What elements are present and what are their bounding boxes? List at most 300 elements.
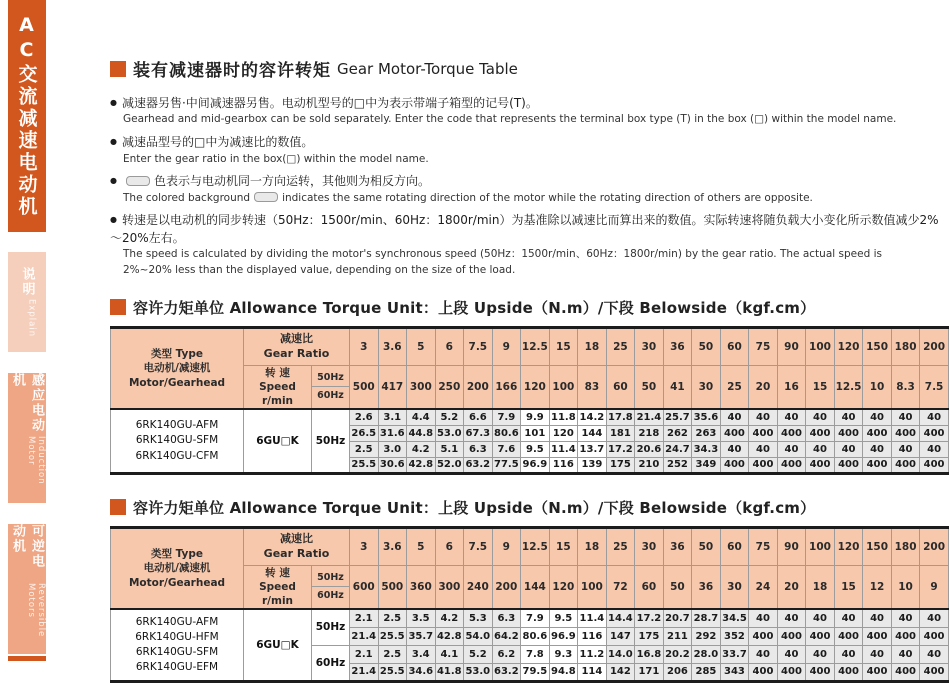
speed-value-cell: 20 [777, 565, 806, 609]
torque-value-cell: 17.2 [635, 609, 664, 627]
frequency-header [312, 365, 350, 409]
ratio-header-cell: 3.6 [378, 327, 407, 365]
ratio-header-cell: 5 [407, 327, 436, 365]
motor-gearhead-header [111, 527, 244, 609]
motor-models-cell [111, 409, 244, 473]
speed-label-header [244, 565, 312, 609]
torque-value-cell: 96.9 [549, 627, 578, 645]
torque-value-cell: 400 [863, 627, 892, 645]
section-title-1-text: 容许力矩单位 Allowance Torque Unit：上段 Upside（N.m）/下段 Belowside（kgf.cm） [133, 298, 816, 317]
torque-value-cell: 144 [578, 425, 607, 441]
torque-value-cell: 400 [806, 457, 835, 473]
sidebar-item-explain-zh: 说明 [19, 266, 35, 297]
torque-value-cell: 5.2 [464, 645, 493, 663]
torque-value-cell: 9.9 [521, 409, 550, 425]
speed-value-cell: 100 [549, 365, 578, 409]
torque-value-cell: 5.2 [435, 409, 464, 425]
torque-value-cell: 34.6 [407, 663, 436, 681]
note-en: Gearhead and mid-gearbox can be sold separately. Enter the code that represents the terminal box type (T) in the box (□) within the model name. [123, 113, 897, 126]
ratio-header-cell: 30 [635, 527, 664, 565]
sidebar-item-reversible-motors[interactable] [8, 524, 46, 654]
note-zh [110, 212, 948, 247]
speed-value-cell: 7.5 [920, 365, 949, 409]
ratio-header-cell: 50 [692, 527, 721, 565]
torque-value-cell: 120 [549, 425, 578, 441]
speed-value-cell: 300 [435, 565, 464, 609]
torque-value-cell: 101 [521, 425, 550, 441]
sidebar-item-induction-motor[interactable] [8, 373, 46, 503]
header-line: 转 速 [265, 366, 290, 379]
header-line: Gear Ratio [263, 346, 330, 360]
torque-value-cell: 40 [863, 645, 892, 663]
torque-value-cell: 30.6 [378, 457, 407, 473]
torque-value-cell: 175 [606, 457, 635, 473]
torque-value-cell: 400 [806, 627, 835, 645]
speed-value-cell: 18 [806, 565, 835, 609]
torque-value-cell: 400 [863, 425, 892, 441]
torque-value-cell: 40 [920, 645, 949, 663]
torque-value-cell: 400 [720, 425, 749, 441]
note-zh [110, 173, 948, 190]
torque-value-cell: 400 [777, 457, 806, 473]
gear-ratio-header [244, 327, 350, 365]
torque-value-cell: 96.9 [521, 457, 550, 473]
torque-value-cell: 21.4 [635, 409, 664, 425]
ratio-header-cell: 12.5 [521, 527, 550, 565]
freq-50hz-label: 50Hz [312, 568, 349, 587]
ratio-header-cell: 180 [891, 327, 920, 365]
torque-value-cell: 400 [863, 457, 892, 473]
torque-value-cell: 42.8 [407, 457, 436, 473]
torque-value-cell: 40 [806, 409, 835, 425]
torque-value-cell: 352 [720, 627, 749, 645]
note-zh [110, 95, 948, 112]
note-3 [110, 173, 948, 206]
torque-value-cell: 400 [777, 627, 806, 645]
ratio-header-cell: 25 [606, 527, 635, 565]
header-line: Motor/Gearhead [128, 376, 226, 389]
ratio-header-cell: 5 [407, 527, 436, 565]
torque-value-cell: 21.4 [350, 663, 379, 681]
motor-model: 6RK140GU-HFM [135, 630, 219, 643]
torque-value-cell: 20.2 [663, 645, 692, 663]
torque-value-cell: 53.0 [435, 425, 464, 441]
torque-value-cell: 400 [863, 663, 892, 681]
torque-value-cell: 262 [663, 425, 692, 441]
torque-value-cell: 14.2 [578, 409, 607, 425]
torque-value-cell: 40 [891, 609, 920, 627]
note-zh-text: 色表示与电动机同一方向运转，其他则为相反方向。 [153, 174, 430, 189]
torque-value-cell: 40 [863, 609, 892, 627]
torque-value-cell: 40 [749, 609, 778, 627]
torque-value-cell: 211 [663, 627, 692, 645]
table-header-row-1 [111, 327, 949, 365]
torque-value-cell: 4.4 [407, 409, 436, 425]
torque-value-cell: 40 [777, 441, 806, 457]
speed-value-cell: 83 [578, 365, 607, 409]
header-line: 类型 Type [150, 548, 204, 561]
frequency-header [312, 565, 350, 609]
color-swatch-icon [126, 176, 150, 186]
note-en: The speed is calculated by dividing the motor's synchronous speed (50Hz：1500r/min、60Hz：1800r/min) by the gear ratio. The actual speed is 2%~20% less than the displayed value, depending on the size of the load. [123, 248, 882, 276]
torque-value-cell: 40 [891, 409, 920, 425]
ratio-header-cell: 12.5 [521, 327, 550, 365]
torque-value-cell: 40 [891, 645, 920, 663]
motor-model: 6RK140GU-AFM [135, 615, 219, 628]
speed-value-cell: 16 [777, 365, 806, 409]
ratio-header-cell: 100 [806, 527, 835, 565]
sidebar-item-induction-en: Induction Motor [26, 436, 46, 485]
ratio-header-cell: 30 [635, 327, 664, 365]
ratio-header-cell: 7.5 [464, 327, 493, 365]
motor-model: 6RK140GU-CFM [135, 449, 219, 462]
ratio-header-cell: 3.6 [378, 527, 407, 565]
torque-value-cell: 16.8 [635, 645, 664, 663]
speed-value-cell: 120 [521, 365, 550, 409]
torque-value-cell: 9.5 [549, 609, 578, 627]
torque-value-cell: 285 [692, 663, 721, 681]
speed-value-cell: 25 [720, 365, 749, 409]
speed-value-cell: 24 [749, 565, 778, 609]
note-1 [110, 95, 948, 128]
speed-value-cell: 60 [635, 565, 664, 609]
torque-value-cell: 33.7 [720, 645, 749, 663]
torque-value-cell: 4.1 [435, 645, 464, 663]
speed-value-cell: 300 [407, 365, 436, 409]
speed-value-cell: 200 [464, 365, 493, 409]
note-zh-text: 减速品型号的□中为减速比的数值。 [121, 135, 314, 150]
torque-value-cell: 400 [749, 457, 778, 473]
sidebar-tab-ac-gear-motors[interactable] [8, 0, 46, 232]
torque-value-cell: 63.2 [492, 663, 521, 681]
table-body-row [111, 409, 949, 425]
speed-value-cell: 30 [692, 365, 721, 409]
speed-value-cell: 12 [863, 565, 892, 609]
ratio-header-cell: 18 [578, 527, 607, 565]
torque-value-cell: 54.0 [464, 627, 493, 645]
torque-value-cell: 21.4 [350, 627, 379, 645]
header-line: 减速比 [280, 532, 313, 546]
motor-model: 6RK140GU-SFM [135, 645, 219, 658]
torque-value-cell: 63.2 [464, 457, 493, 473]
note-2 [110, 134, 948, 167]
torque-value-cell: 14.4 [606, 609, 635, 627]
sidebar-item-reversible-zh: 可逆电动机 [10, 524, 44, 569]
torque-value-cell: 40 [749, 441, 778, 457]
speed-value-cell: 250 [435, 365, 464, 409]
torque-value-cell: 80.6 [492, 425, 521, 441]
note-en-post: indicates the same rotating direction of the motor while the rotating direction of others are opposite. [282, 191, 813, 204]
torque-value-cell: 252 [663, 457, 692, 473]
ratio-header-cell: 7.5 [464, 527, 493, 565]
torque-value-cell: 42.8 [435, 627, 464, 645]
torque-value-cell: 175 [635, 627, 664, 645]
speed-value-cell: 50 [635, 365, 664, 409]
ratio-header-cell: 3 [350, 527, 379, 565]
torque-value-cell: 7.6 [492, 441, 521, 457]
torque-value-cell: 6.3 [464, 441, 493, 457]
torque-value-cell: 7.9 [521, 609, 550, 627]
ratio-header-cell: 36 [663, 527, 692, 565]
torque-value-cell: 40 [920, 441, 949, 457]
torque-value-cell: 28.7 [692, 609, 721, 627]
motor-model: 6RK140GU-AFM [135, 419, 219, 432]
torque-value-cell: 64.2 [492, 627, 521, 645]
torque-value-cell: 40 [834, 441, 863, 457]
ratio-header-cell: 15 [549, 327, 578, 365]
freq-60hz-label: 60Hz [317, 590, 344, 602]
torque-value-cell: 40 [806, 609, 835, 627]
torque-value-cell: 20.6 [635, 441, 664, 457]
torque-value-cell: 40 [749, 409, 778, 425]
motor-model: 6RK140GU-EFM [135, 661, 219, 674]
torque-value-cell: 11.8 [549, 409, 578, 425]
motor-gearhead-header [111, 327, 244, 409]
speed-value-cell: 417 [378, 365, 407, 409]
note-en: Enter the gear ratio in the box(□) within the model name. [123, 152, 429, 165]
torque-value-cell: 40 [834, 409, 863, 425]
speed-value-cell: 10 [863, 365, 892, 409]
torque-value-cell: 94.8 [549, 663, 578, 681]
torque-value-cell: 40 [720, 441, 749, 457]
torque-value-cell: 28.0 [692, 645, 721, 663]
speed-value-cell: 72 [606, 565, 635, 609]
table-body-row [111, 609, 949, 627]
torque-value-cell: 79.5 [521, 663, 550, 681]
torque-value-cell: 400 [891, 627, 920, 645]
torque-value-cell: 400 [920, 663, 949, 681]
ratio-header-cell: 9 [492, 327, 521, 365]
torque-value-cell: 400 [834, 663, 863, 681]
ratio-header-cell: 120 [834, 327, 863, 365]
frequency-cell: 60Hz [312, 645, 350, 681]
bullet-icon: ● [110, 137, 117, 147]
torque-value-cell: 40 [863, 409, 892, 425]
color-swatch-icon [254, 192, 278, 202]
page-title-en: Gear Motor-Torque Table [337, 59, 518, 78]
header-line: 减速比 [280, 332, 313, 346]
torque-value-cell: 400 [749, 663, 778, 681]
sidebar-next-section-partial [8, 656, 46, 661]
sidebar-item-explain[interactable] [8, 252, 46, 352]
table-header-row-1 [111, 527, 949, 565]
motor-models-cell [111, 609, 244, 681]
torque-value-cell: 40 [920, 609, 949, 627]
torque-value-cell: 400 [720, 457, 749, 473]
ratio-header-cell: 200 [920, 527, 949, 565]
page-title-zh: 装有减速器时的容许转矩 [133, 61, 331, 81]
speed-value-cell: 166 [492, 365, 521, 409]
header-line: 类型 Type [150, 348, 204, 361]
torque-value-cell: 11.2 [578, 645, 607, 663]
torque-value-cell: 52.0 [435, 457, 464, 473]
ratio-header-cell: 60 [720, 327, 749, 365]
torque-value-cell: 2.5 [350, 441, 379, 457]
section-square-icon [110, 299, 126, 315]
torque-value-cell: 11.4 [549, 441, 578, 457]
speed-value-cell: 200 [492, 565, 521, 609]
torque-table-1 [110, 326, 949, 475]
torque-value-cell: 35.7 [407, 627, 436, 645]
torque-value-cell: 349 [692, 457, 721, 473]
torque-value-cell: 210 [635, 457, 664, 473]
freq-60hz-label: 60Hz [317, 390, 344, 402]
torque-value-cell: 171 [635, 663, 664, 681]
frequency-cell: 50Hz [312, 609, 350, 645]
note-zh-text: 减速器另售·中间减速器另售。电动机型号的□中为表示带端子箱型的记号(T)。 [121, 96, 538, 110]
torque-value-cell: 40 [834, 645, 863, 663]
torque-value-cell: 2.1 [350, 645, 379, 663]
torque-value-cell: 6.2 [492, 645, 521, 663]
torque-value-cell: 4.2 [407, 441, 436, 457]
title-square-icon [110, 61, 126, 77]
speed-value-cell: 9 [920, 565, 949, 609]
torque-value-cell: 41.8 [435, 663, 464, 681]
gearhead-model-cell: 6GU□K [244, 409, 312, 473]
note-zh-text: 转速是以电动机的同步转速（50Hz：1500r/min、60Hz：1800r/min）为基准除以减速比而算出来的数值。实际转速将随负载大小变化所示数值减少2%～20%左右。 [110, 213, 939, 245]
speed-value-cell: 12.5 [834, 365, 863, 409]
speed-value-cell: 240 [464, 565, 493, 609]
torque-value-cell: 6.6 [464, 409, 493, 425]
sidebar-item-explain-en: Explain [26, 298, 37, 338]
ratio-header-cell: 100 [806, 327, 835, 365]
speed-value-cell: 360 [407, 565, 436, 609]
ratio-header-cell: 75 [749, 527, 778, 565]
gearhead-model-cell: 6GU□K [244, 609, 312, 681]
torque-value-cell: 40 [834, 609, 863, 627]
speed-value-cell: 30 [720, 565, 749, 609]
note-4 [110, 212, 948, 278]
torque-value-cell: 116 [578, 627, 607, 645]
torque-value-cell: 400 [806, 663, 835, 681]
speed-value-cell: 36 [692, 565, 721, 609]
torque-value-cell: 3.1 [378, 409, 407, 425]
ratio-header-cell: 18 [578, 327, 607, 365]
speed-value-cell: 8.3 [891, 365, 920, 409]
section-title-2 [110, 497, 948, 518]
torque-value-cell: 400 [777, 663, 806, 681]
ratio-header-cell: 150 [863, 327, 892, 365]
torque-value-cell: 40 [749, 645, 778, 663]
torque-value-cell: 3.0 [378, 441, 407, 457]
torque-value-cell: 3.5 [407, 609, 436, 627]
header-line: Speed r/min [259, 580, 296, 608]
speed-value-cell: 10 [891, 565, 920, 609]
torque-value-cell: 5.1 [435, 441, 464, 457]
torque-value-cell: 40 [777, 409, 806, 425]
ratio-header-cell: 60 [720, 527, 749, 565]
torque-value-cell: 147 [606, 627, 635, 645]
gear-ratio-header [244, 527, 350, 565]
freq-50hz-label: 50Hz [312, 368, 349, 387]
speed-value-cell: 15 [834, 565, 863, 609]
torque-value-cell: 40 [720, 409, 749, 425]
ratio-header-cell: 50 [692, 327, 721, 365]
sidebar-item-induction-zh: 感应电动机 [10, 373, 44, 433]
ratio-header-cell: 120 [834, 527, 863, 565]
torque-value-cell: 114 [578, 663, 607, 681]
note-en-pre: The colored background [123, 191, 251, 204]
torque-value-cell: 11.4 [578, 609, 607, 627]
torque-value-cell: 13.7 [578, 441, 607, 457]
sidebar-tab-label: AC交流减速电动机 [15, 14, 38, 218]
torque-value-cell: 40 [806, 645, 835, 663]
ratio-header-cell: 6 [435, 527, 464, 565]
torque-value-cell: 25.5 [350, 457, 379, 473]
torque-value-cell: 14.0 [606, 645, 635, 663]
torque-value-cell: 400 [777, 425, 806, 441]
speed-value-cell: 500 [350, 365, 379, 409]
torque-value-cell: 9.3 [549, 645, 578, 663]
bullet-icon: ● [110, 176, 117, 186]
ratio-header-cell: 25 [606, 327, 635, 365]
torque-value-cell: 17.8 [606, 409, 635, 425]
ratio-header-cell: 90 [777, 327, 806, 365]
header-line: Speed r/min [259, 380, 296, 408]
section-title-1 [110, 297, 948, 318]
torque-table-2 [110, 526, 949, 683]
torque-value-cell: 40 [920, 409, 949, 425]
motor-model: 6RK140GU-SFM [135, 434, 219, 447]
sidebar-item-reversible-en: Reversible Motors [26, 583, 46, 638]
ratio-header-cell: 180 [891, 527, 920, 565]
torque-value-cell: 343 [720, 663, 749, 681]
torque-value-cell: 206 [663, 663, 692, 681]
torque-value-cell: 67.3 [464, 425, 493, 441]
torque-value-cell: 2.5 [378, 609, 407, 627]
torque-value-cell: 20.7 [663, 609, 692, 627]
speed-value-cell: 100 [578, 565, 607, 609]
torque-value-cell: 9.5 [521, 441, 550, 457]
torque-value-cell: 181 [606, 425, 635, 441]
speed-value-cell: 144 [521, 565, 550, 609]
torque-value-cell: 44.8 [407, 425, 436, 441]
ratio-header-cell: 9 [492, 527, 521, 565]
ratio-header-cell: 90 [777, 527, 806, 565]
header-line: Gear Ratio [263, 546, 330, 560]
speed-value-cell: 60 [606, 365, 635, 409]
speed-value-cell: 500 [378, 565, 407, 609]
torque-value-cell: 142 [606, 663, 635, 681]
bullet-icon: ● [110, 98, 117, 107]
torque-value-cell: 400 [834, 425, 863, 441]
torque-value-cell: 17.2 [606, 441, 635, 457]
note-en [123, 191, 933, 207]
torque-value-cell: 40 [806, 441, 835, 457]
frequency-cell: 50Hz [312, 409, 350, 473]
torque-value-cell: 400 [834, 457, 863, 473]
main-content [110, 0, 948, 683]
bullet-icon: ● [110, 215, 117, 225]
ratio-header-cell: 200 [920, 327, 949, 365]
torque-value-cell: 400 [891, 457, 920, 473]
speed-value-cell: 120 [549, 565, 578, 609]
torque-value-cell: 35.6 [692, 409, 721, 425]
torque-value-cell: 40 [891, 441, 920, 457]
torque-value-cell: 40 [863, 441, 892, 457]
torque-value-cell: 263 [692, 425, 721, 441]
torque-value-cell: 31.6 [378, 425, 407, 441]
torque-value-cell: 2.6 [350, 409, 379, 425]
ratio-header-cell: 6 [435, 327, 464, 365]
torque-value-cell: 24.7 [663, 441, 692, 457]
speed-value-cell: 50 [663, 565, 692, 609]
torque-value-cell: 400 [834, 627, 863, 645]
speed-value-cell: 600 [350, 565, 379, 609]
header-line: 电动机/减速机 [143, 362, 211, 375]
torque-value-cell: 25.5 [378, 627, 407, 645]
torque-value-cell: 292 [692, 627, 721, 645]
